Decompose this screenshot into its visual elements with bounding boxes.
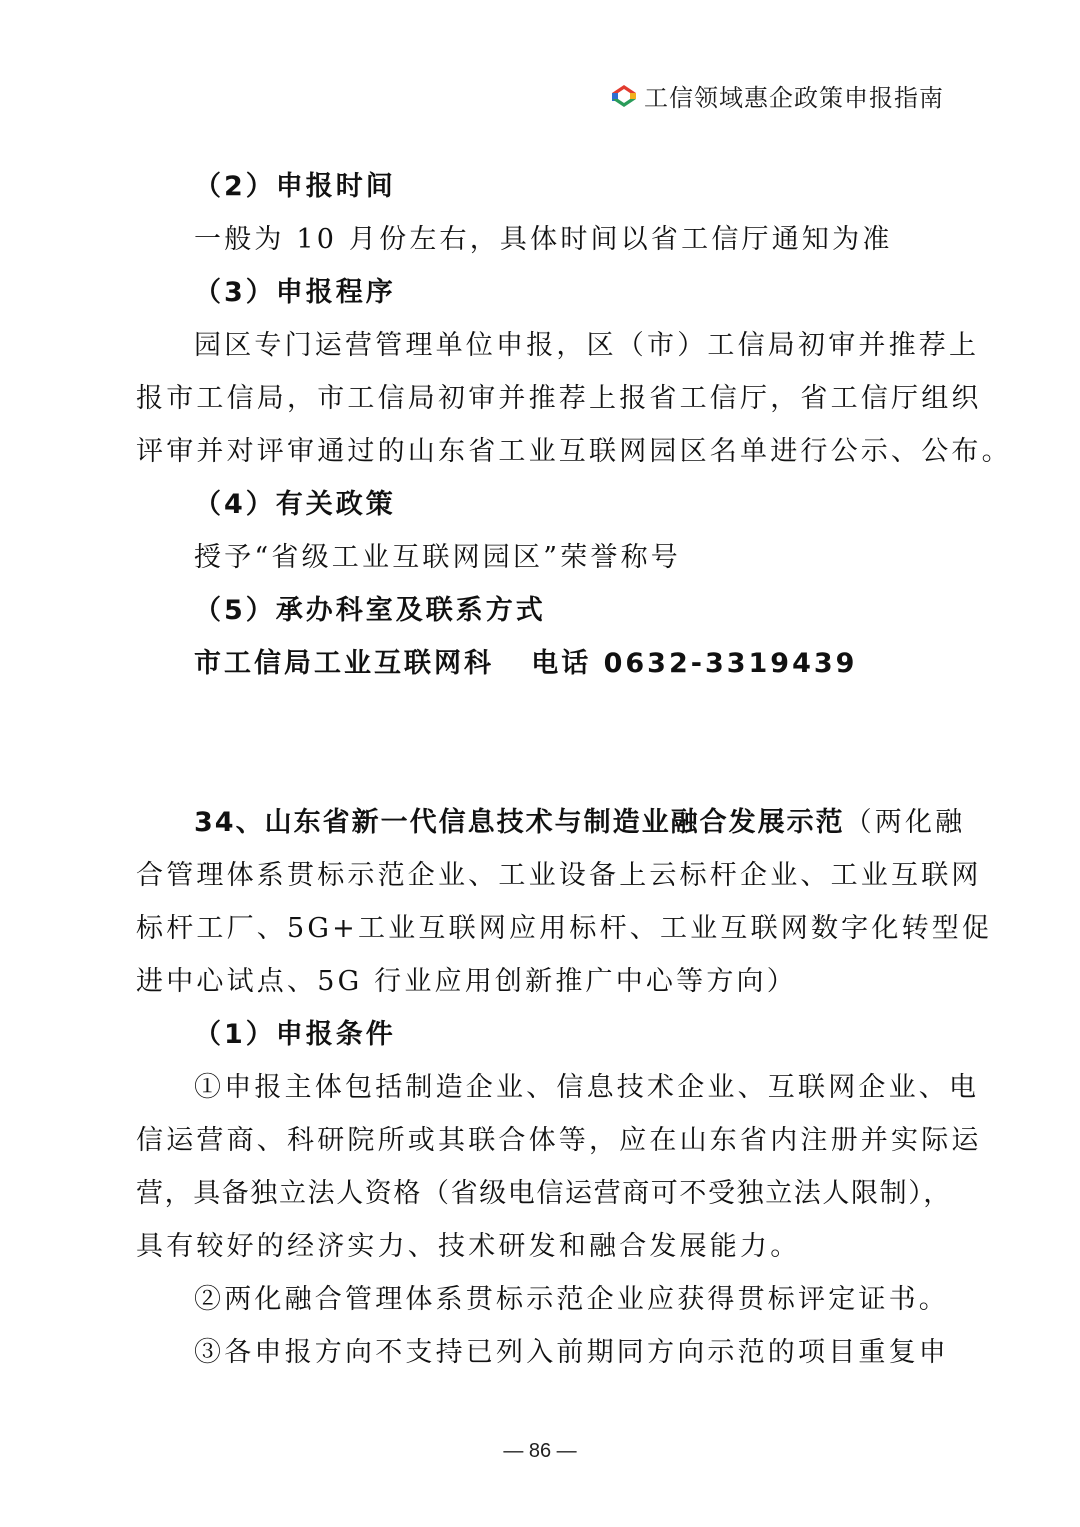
section-title-line: 进中心试点、5G 行业应用创新推广中心等方向）	[136, 966, 797, 997]
paragraph-condition1-line: 具有较好的经济实力、技术研发和融合发展能力。	[136, 1231, 801, 1262]
section-heading-procedure: （3）申报程序	[194, 277, 396, 308]
document-body	[136, 160, 1012, 1379]
paragraph-procedure-line: 园区专门运营管理单位申报，区（市）工信局初审并推荐上	[194, 330, 980, 361]
section-title-line: 标杆工厂、5G+工业互联网应用标杆、工业互联网数字化转型促	[136, 913, 993, 944]
paragraph-policy: 授予“省级工业互联网园区”荣誉称号	[194, 542, 682, 573]
section-title-rest: （两化融	[844, 807, 966, 838]
paragraph-condition3: ③各申报方向不支持已列入前期同方向示范的项目重复申	[194, 1337, 949, 1368]
section-title-line: 合管理体系贯标示范企业、工业设备上云标杆企业、工业互联网	[136, 860, 982, 891]
section-heading-contact: （5）承办科室及联系方式	[194, 595, 546, 626]
paragraph-condition2: ②两化融合管理体系贯标示范企业应获得贯标评定证书。	[194, 1284, 949, 1315]
page-header	[610, 78, 944, 113]
section-title-bold: 34、山东省新一代信息技术与制造业融合发展示范	[194, 807, 845, 838]
section-heading-time: （2）申报时间	[194, 171, 396, 202]
header-title: 工信领域惠企政策申报指南	[644, 84, 944, 112]
paragraph-time: 一般为 10 月份左右，具体时间以省工信厅通知为准	[194, 224, 893, 255]
section-heading-conditions: （1）申报条件	[194, 1019, 396, 1050]
paragraph-procedure-line: 评审并对评审通过的山东省工业互联网园区名单进行公示、公布。	[136, 436, 1012, 467]
section-title-34	[136, 796, 966, 849]
paragraph-procedure-line: 报市工信局，市工信局初审并推荐上报省工信厅，省工信厅组织	[136, 383, 982, 414]
page-number: — 86 —	[503, 1440, 577, 1462]
section-heading-policy: （4）有关政策	[194, 489, 396, 520]
paragraph-condition1-line: ①申报主体包括制造企业、信息技术企业、互联网企业、电	[194, 1072, 980, 1103]
section-spacer	[136, 690, 948, 796]
guide-logo-icon	[610, 83, 638, 109]
paragraph-contact: 市工信局工业互联网科 电话 0632-3319439	[194, 648, 858, 679]
paragraph-condition1-line: 信运营商、科研院所或其联合体等，应在山东省内注册并实际运	[136, 1125, 982, 1156]
paragraph-condition1-line: 营，具备独立法人资格（省级电信运营商可不受独立法人限制），	[136, 1178, 952, 1209]
